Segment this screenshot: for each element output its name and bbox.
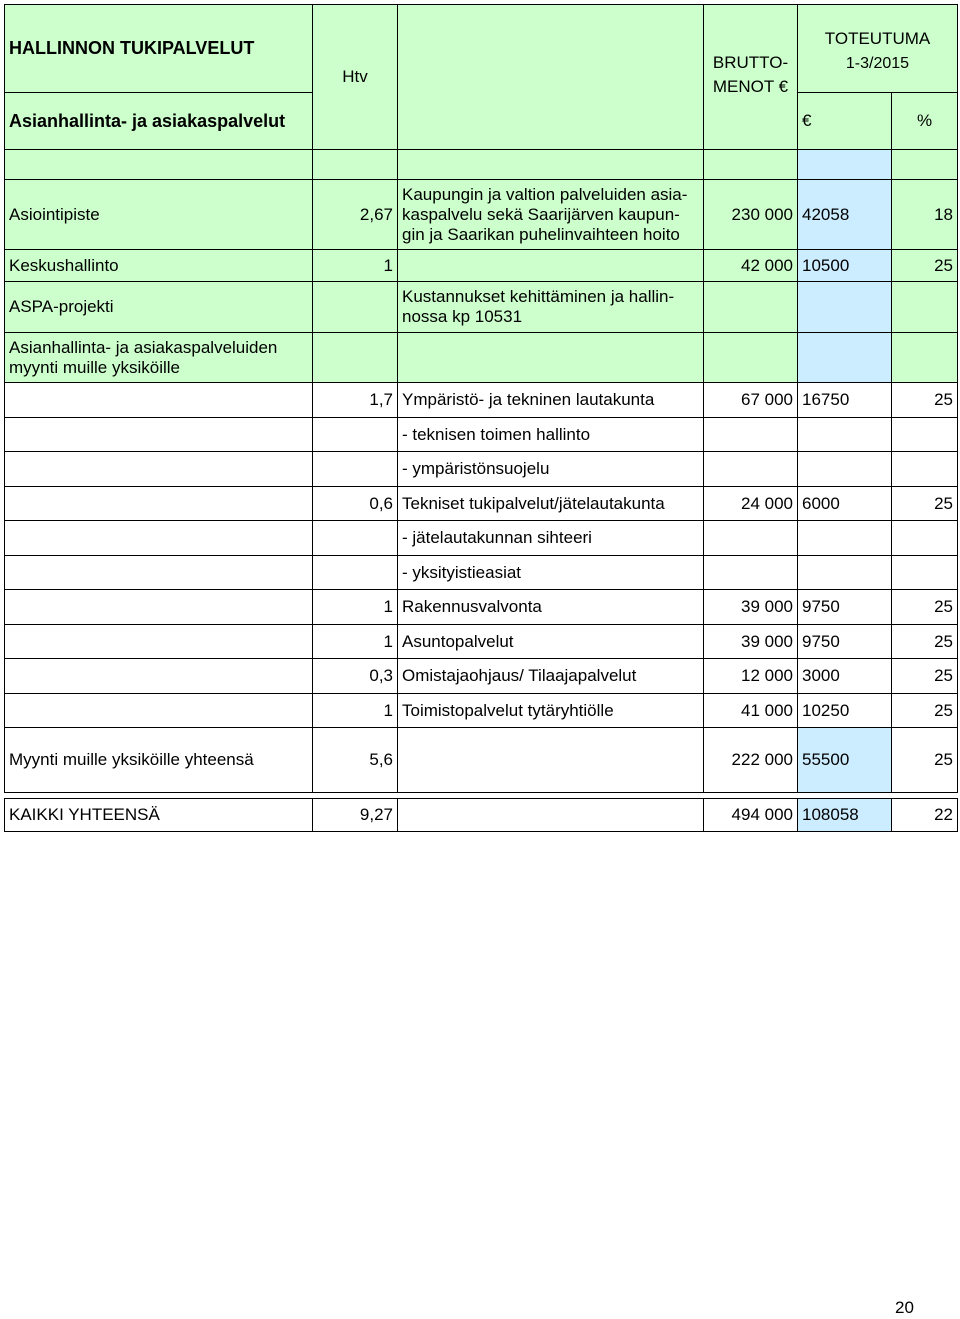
brutto-header-line2: MENOT € (712, 77, 789, 96)
total-brutto: 494 000 (704, 799, 798, 832)
page-number: 20 (895, 1298, 914, 1317)
blank-cell (5, 150, 313, 180)
row-brutto (704, 418, 798, 452)
row-brutto: 39 000 (704, 590, 798, 625)
row-htv: 1 (313, 250, 398, 282)
row-brutto: 41 000 (704, 694, 798, 728)
row-pct (892, 282, 958, 333)
row-htv: 2,67 (313, 180, 398, 250)
row-description: Omistajaohjaus/ Tilaajapalvelut (398, 659, 704, 694)
subtotal-htv: 5,6 (313, 728, 398, 793)
row-pct: 25 (892, 487, 958, 521)
row-name: Keskushallinto (5, 250, 313, 282)
row-eur (798, 521, 892, 556)
description-line: gin ja Saarikan puhelinvaihteen hoito (402, 224, 680, 244)
name-line: myynti muille yksiköille (9, 357, 180, 377)
table-row (5, 694, 958, 728)
description-line: nossa kp 10531 (402, 307, 523, 326)
row-brutto (704, 282, 798, 333)
row-description: Tekniset tukipalvelut/jätelautakunta (398, 487, 704, 521)
row-description: - teknisen toimen hallinto (398, 418, 704, 452)
table-row (5, 521, 958, 556)
row-description (398, 282, 704, 333)
total-htv: 9,27 (313, 799, 398, 832)
description-header (398, 5, 704, 150)
table-row (5, 625, 958, 659)
row-name (5, 625, 313, 659)
period-label: 1-3/2015 (845, 55, 910, 72)
row-description: Ympäristö- ja tekninen lautakunta (398, 383, 704, 418)
row-pct (892, 452, 958, 487)
row-brutto: 42 000 (704, 250, 798, 282)
description-line: kaspalvelu sekä Saarijärven kaupun- (402, 204, 680, 224)
row-htv: 0,6 (313, 487, 398, 521)
row-description (398, 250, 704, 282)
subtotal-row (5, 728, 958, 793)
row-pct: 25 (892, 383, 958, 418)
row-htv: 1 (313, 694, 398, 728)
euro-header: € (798, 93, 892, 150)
table-row (5, 590, 958, 625)
row-pct: 25 (892, 694, 958, 728)
percent-header: % (892, 93, 958, 150)
row-name (5, 590, 313, 625)
row-eur: 9750 (798, 625, 892, 659)
row-pct: 18 (892, 180, 958, 250)
subtotal-brutto: 222 000 (704, 728, 798, 793)
row-brutto (704, 521, 798, 556)
row-name (5, 452, 313, 487)
row-eur (798, 556, 892, 590)
row-name (5, 521, 313, 556)
row-eur (798, 333, 892, 383)
row-htv (313, 282, 398, 333)
row-description: - jätelautakunnan sihteeri (398, 521, 704, 556)
row-htv (313, 556, 398, 590)
blank-cell (398, 150, 704, 180)
row-pct: 25 (892, 590, 958, 625)
description-line: Kustannukset kehittäminen ja hallin- (402, 287, 675, 306)
row-htv (313, 521, 398, 556)
row-name (5, 383, 313, 418)
row-brutto (704, 556, 798, 590)
row-htv: 1 (313, 625, 398, 659)
description-line: Kaupungin ja valtion palveluiden asia- (402, 184, 688, 204)
row-eur (798, 418, 892, 452)
blank-cell (313, 150, 398, 180)
row-eur: 10250 (798, 694, 892, 728)
row-eur: 16750 (798, 383, 892, 418)
row-htv: 1 (313, 590, 398, 625)
table-row (5, 282, 958, 333)
table-row (5, 383, 958, 418)
row-pct (892, 556, 958, 590)
row-brutto: 39 000 (704, 625, 798, 659)
total-pct: 22 (892, 799, 958, 832)
total-eur: 108058 (798, 799, 892, 832)
row-name (5, 659, 313, 694)
row-eur: 6000 (798, 487, 892, 521)
subtotal-pct: 25 (892, 728, 958, 793)
table-row (5, 452, 958, 487)
row-name (5, 556, 313, 590)
row-description: - ympäristönsuojelu (398, 452, 704, 487)
brutto-header (704, 5, 798, 150)
htv-header: Htv (313, 5, 398, 150)
table-title: HALLINNON TUKIPALVELUT (5, 5, 313, 93)
row-htv (313, 418, 398, 452)
total-label: KAIKKI YHTEENSÄ (5, 799, 313, 832)
row-pct: 25 (892, 625, 958, 659)
row-description (398, 333, 704, 383)
row-htv (313, 333, 398, 383)
row-eur (798, 282, 892, 333)
row-brutto: 12 000 (704, 659, 798, 694)
row-brutto (704, 452, 798, 487)
budget-table (4, 4, 958, 832)
row-brutto (704, 333, 798, 383)
row-eur: 42058 (798, 180, 892, 250)
row-brutto: 230 000 (704, 180, 798, 250)
table-row (5, 487, 958, 521)
table-row (5, 250, 958, 282)
subtotal-label: Myynti muille yksiköille yhteensä (5, 728, 313, 793)
row-name (5, 694, 313, 728)
table-row (5, 418, 958, 452)
row-eur: 9750 (798, 590, 892, 625)
row-description (398, 180, 704, 250)
row-name (5, 418, 313, 452)
row-description: - yksityistieasiat (398, 556, 704, 590)
row-pct: 25 (892, 659, 958, 694)
row-description (398, 728, 704, 793)
name-line: Asianhallinta- ja asiakaspalveluiden (9, 337, 278, 357)
total-row (5, 799, 958, 832)
row-name: Asiointipiste (5, 180, 313, 250)
row-eur: 10500 (798, 250, 892, 282)
blank-cell (704, 150, 798, 180)
row-brutto: 67 000 (704, 383, 798, 418)
toteutuma-header (798, 5, 958, 93)
row-pct (892, 521, 958, 556)
row-eur: 3000 (798, 659, 892, 694)
row-description: Asuntopalvelut (398, 625, 704, 659)
blank-cell (798, 150, 892, 180)
row-htv: 0,3 (313, 659, 398, 694)
row-pct (892, 418, 958, 452)
row-name: ASPA-projekti (5, 282, 313, 333)
row-htv (313, 452, 398, 487)
brutto-header-line1: BRUTTO- (712, 53, 789, 72)
row-description: Rakennusvalvonta (398, 590, 704, 625)
subtotal-eur: 55500 (798, 728, 892, 793)
table-row (5, 659, 958, 694)
row-htv: 1,7 (313, 383, 398, 418)
row-eur (798, 452, 892, 487)
row-name (5, 487, 313, 521)
table-row (5, 556, 958, 590)
row-description (398, 799, 704, 832)
row-pct (892, 333, 958, 383)
row-pct: 25 (892, 250, 958, 282)
blank-cell (892, 150, 958, 180)
toteutuma-label: TOTEUTUMA (824, 29, 931, 48)
table-row (5, 180, 958, 250)
row-description: Toimistopalvelut tytäryhtiölle (398, 694, 704, 728)
row-brutto: 24 000 (704, 487, 798, 521)
table-row (5, 333, 958, 383)
row-name (5, 333, 313, 383)
table-subtitle: Asianhallinta- ja asiakaspalvelut (5, 93, 313, 150)
